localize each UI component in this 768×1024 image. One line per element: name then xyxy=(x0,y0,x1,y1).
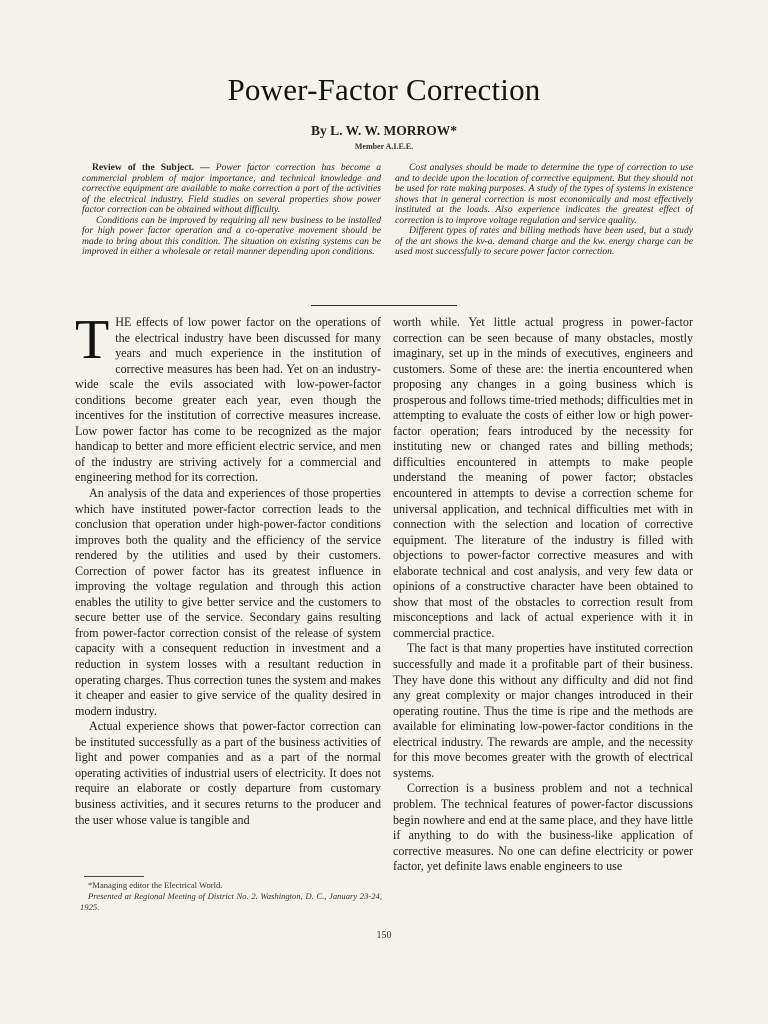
body-left-column xyxy=(75,309,381,828)
body-paragraph: An analysis of the data and experiences of those properties which have instituted power-factor correction leads to the conclusion that operation under high-power-factor conditions improves both the quality and the efficiency of the service rendered by the utilities and used by their customers. Correction of power factor has its greatest influence in improving the voltage regulation and through this action enables the utility to give better service and the customers to secure better use of the service. Secondary gains resulting from power-factor correction consist of the release of system capacity with a consequent reduction in investment and a reduction in system losses with a resultant reduction in operating charges. Thus correction tunes the system and makes it cheaper and easier to give service of the quality desired in modern industry. xyxy=(75,486,381,718)
abstract-paragraph: Cost analyses should be made to determine the type of correction to use and to decide upon the location of corrective equipment. But they should not be used for rate making purposes. A study of the types of systems in existence shows that in general correction is most economically and most effectively instituted at the loads. Also experience indicates the greatest effect of correction is to improve voltage regulation and service quality. xyxy=(395,162,693,226)
abstract-right-column xyxy=(395,163,693,258)
section-divider xyxy=(311,305,457,306)
body-right-column xyxy=(393,315,693,875)
article-title: Power-Factor Correction xyxy=(227,72,541,107)
abstract-paragraph: Conditions can be improved by requiring all new business to be installed for high power factor operation and a co-operative movement should be made to bring about this condition. The situation on existing systems can be improved in either a wholesale or retail manner depending upon conditions. xyxy=(82,214,381,257)
abstract-paragraph xyxy=(82,163,381,216)
body-paragraph xyxy=(75,309,381,486)
author-byline: By L. W. W. MORROW* xyxy=(311,123,457,138)
body-paragraph: worth while. Yet little actual progress in power-factor correction can be seen because of many obstacles, mostly imaginary, set up in the minds of executives, engineers and customers. Some of these are: the inertia encountered when proposing any changes in a going business which is prosperous and follows time-tried methods; difficulties met in attempting to evaluate the costs of either low or high power-factor operation; fears introduced by the necessity for instituting new or changed rates and billing methods; difficulties encountered in attempts to make people understand the meaning of power factor; obstacles encountered in attempts to devise a correction scheme for universal application, and technical difficulties met with in connection with the selection and location of corrective equipment. The literature of the industry is filled with objections to power-factor corrective measures and with elaborate technical and cost analysis, and very few data or opinions of a constructive character have been obtained to show that most of the obstacles to correction result from misconceptions and lack of actual experience with it in commercial practice. xyxy=(393,315,693,640)
body-paragraph: Actual experience shows that power-factor correction can be instituted successfully as a part of the business activities of light and power companies and as a part of the normal operating activities of industrial users of electricity. It does not require an elaborate or costly departure from customary business activities, and it secures returns to the producer and the user whose value is tangible and xyxy=(75,719,381,827)
page-number: 150 xyxy=(376,930,392,941)
footnote-meeting: Presented at Regional Meeting of District No. 2. Washington, D. C., January 23-24, 1925. xyxy=(80,891,382,912)
footnote-rule xyxy=(84,876,144,877)
abstract-left-column xyxy=(82,163,381,258)
abstract-paragraph: Different types of rates and billing methods have been used, but a study of the art shows the kv-a. demand charge and the kw. energy charge can be used most successfully to secure power factor correction. xyxy=(395,225,693,257)
body-text: HE effects of low power factor on the operations of the electrical industry have been discussed for many years and much experience in the institution of corrective measures has been had. Yet on an industry-wide scale the evils associated with low-power-factor conditions become greater each year, even though the incentives for the institution of corrective measures increase. Low power factor has come to be recognized as the major handicap to better and more efficient electric service, and men of the industry are striving actively for a commercial and engineering method for its correction. xyxy=(75,315,381,485)
footnote-editor: *Managing editor the Electrical World. xyxy=(88,880,223,890)
footnotes xyxy=(80,880,382,913)
body-paragraph: Correction is a business problem and not a technical problem. The technical features of power-factor discussions begin nowhere and end at the same place, and they have little if anything to do with the business-like application of corrective measures. No one can define electricity or power factor, yet definite laws enable engineers to use xyxy=(393,781,693,874)
abstract-lead: Review of the Subject. — xyxy=(92,162,210,173)
abstract-text: Power factor correction has become a commercial problem of major importance, and technical knowledge and corrective equipment are available to make correction a part of the activities of the electrical industry. Field studies on several properties show power factor correction can be obtained without difficulty. xyxy=(82,162,381,215)
author-membership: Member A.I.E.E. xyxy=(354,142,414,151)
body-paragraph: The fact is that many properties have instituted correction successfully and made it a profitable part of their business. They have done this without any difficulty and did not find any great complexity or major changes introduced in their operating routine. Thus the time is ripe and the methods are available for eliminating low-power-factor conditions in the electrical industry. The rewards are ample, and the necessity for this move becomes greater with the growth of electrical systems. xyxy=(393,641,693,780)
drop-cap: T xyxy=(75,309,110,371)
